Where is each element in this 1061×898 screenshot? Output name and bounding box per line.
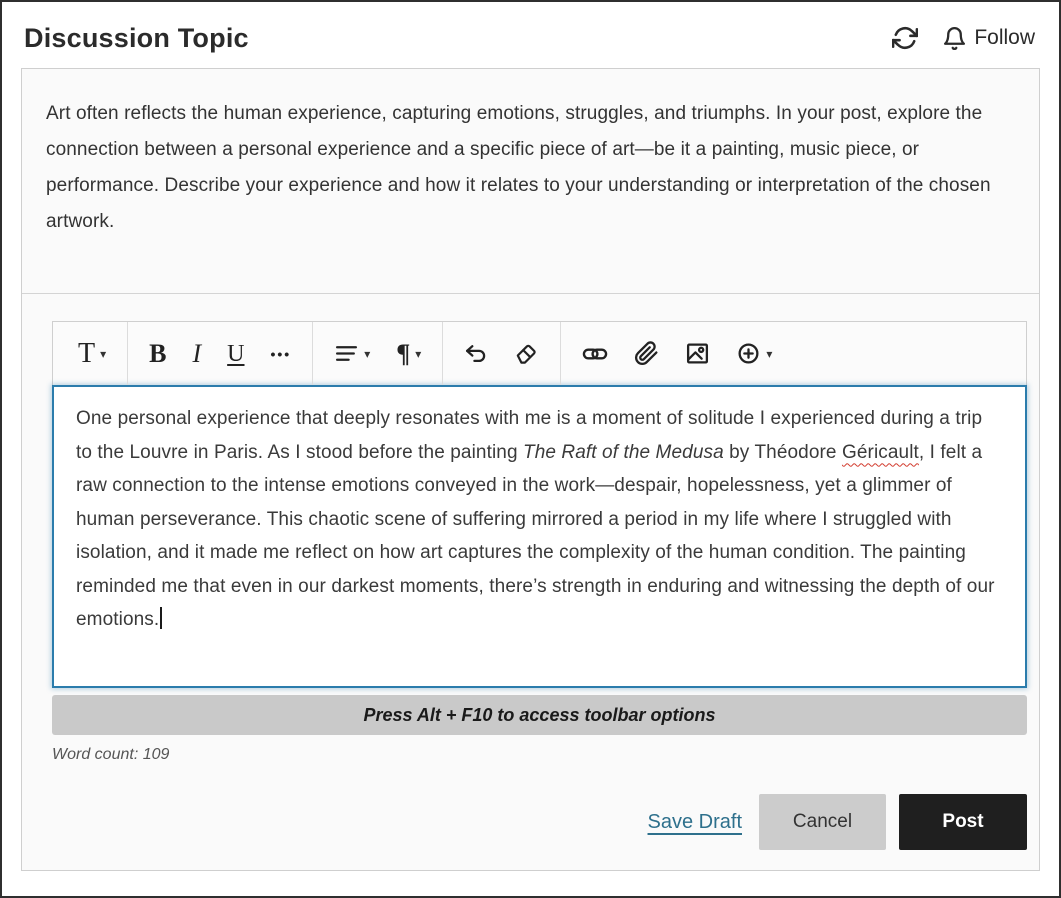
refresh-icon — [892, 25, 918, 51]
chevron-down-icon: ▾ — [766, 346, 773, 361]
toolbar-paragraph-button[interactable] — [383, 322, 434, 385]
clear-formatting-icon — [515, 342, 539, 366]
bold-icon: B — [149, 338, 167, 368]
undo-icon — [464, 341, 489, 366]
chevron-down-icon: ▾ — [100, 346, 107, 361]
editor-textbox[interactable] — [52, 385, 1027, 688]
chevron-down-icon: ▾ — [364, 346, 371, 361]
editor-text-segment: The Raft of the Medusa — [523, 441, 724, 463]
text-cursor — [160, 607, 162, 629]
toolbar-insert-image-button[interactable] — [672, 322, 723, 385]
follow-button[interactable] — [942, 26, 1035, 51]
refresh-button[interactable] — [892, 25, 918, 51]
toolbar-text-style-button[interactable] — [65, 322, 119, 385]
editor-text-segment: , I felt a raw connection to the intense emotions conveyed in the work—despair, hopelessness, yet a glimmer of human perseverance. This chaotic scene of suffering mirrored a period in my life where I struggled with isolation, and it made me reflect on how art captures the complexity of the human condition. The painting reminded me that even in our darkest moments, there’s strength in enduring and witnessing the depth of our emotions. — [76, 441, 995, 630]
chevron-down-icon: ▾ — [415, 346, 422, 361]
add-content-icon — [736, 341, 761, 366]
toolbar-bold-button[interactable] — [136, 322, 179, 385]
save-draft-link[interactable]: Save Draft — [647, 810, 742, 833]
toolbar-undo-button[interactable] — [451, 322, 502, 385]
editor-text-segment: by Théodore — [723, 441, 842, 463]
toolbar-link-button[interactable] — [569, 322, 621, 385]
toolbar-italic-button[interactable] — [179, 322, 214, 385]
compose-area — [22, 294, 1039, 850]
toolbar-group — [560, 322, 793, 385]
editor-text-segment: Géricault — [841, 441, 919, 463]
editor-text-segment: One personal experience that deeply resonates with me is a moment of solitude I experienced during a trip to the Louvre in Paris. As I stood before the painting — [76, 408, 983, 463]
toolbar-align-button[interactable] — [321, 322, 383, 385]
toolbar-group — [57, 322, 127, 385]
prompt-text: Art often reflects the human experience, capturing emotions, struggles, and triumphs. In your post, explore the connection between a personal experience and a specific piece of art—be it a painting, music piece, or performance. Describe your experience and how it relates to your understanding or interpretation of the chosen artwork. — [46, 103, 991, 232]
page-title: Discussion Topic — [24, 22, 249, 53]
toolbar-shortcut-bar — [52, 695, 1027, 735]
rich-text-editor — [52, 321, 1027, 688]
action-bar — [52, 794, 1027, 850]
toolbar-add-content-button[interactable] — [723, 322, 785, 385]
toolbar-attach-file-button[interactable] — [621, 322, 672, 385]
attach-file-icon — [634, 341, 659, 366]
insert-image-icon — [685, 341, 710, 366]
toolbar-group — [312, 322, 442, 385]
header — [2, 2, 1059, 68]
cancel-button[interactable]: Cancel — [759, 794, 886, 850]
toolbar-more-formatting-button[interactable] — [258, 322, 305, 385]
post-button[interactable]: Post — [899, 794, 1027, 850]
underline-icon: U — [227, 340, 245, 367]
toolbar-underline-button[interactable] — [214, 322, 257, 385]
more-formatting-icon: ••• — [270, 345, 292, 362]
bell-icon — [942, 26, 967, 51]
editor-toolbar — [52, 321, 1027, 385]
discussion-panel — [21, 68, 1040, 871]
prompt-panel — [22, 69, 1039, 294]
toolbar-group — [442, 322, 560, 385]
paragraph-icon: ¶ — [396, 338, 411, 368]
header-actions — [892, 25, 1035, 51]
toolbar-clear-formatting-button[interactable] — [502, 322, 552, 385]
toolbar-shortcut-text: Press Alt + F10 to access toolbar options — [363, 704, 716, 725]
link-icon — [582, 341, 608, 367]
align-icon — [334, 341, 359, 366]
italic-icon: I — [192, 338, 202, 368]
word-count: Word count: 109 — [52, 746, 170, 763]
text-style-icon: T — [78, 337, 96, 369]
follow-label: Follow — [974, 26, 1035, 49]
toolbar-group — [127, 322, 312, 385]
